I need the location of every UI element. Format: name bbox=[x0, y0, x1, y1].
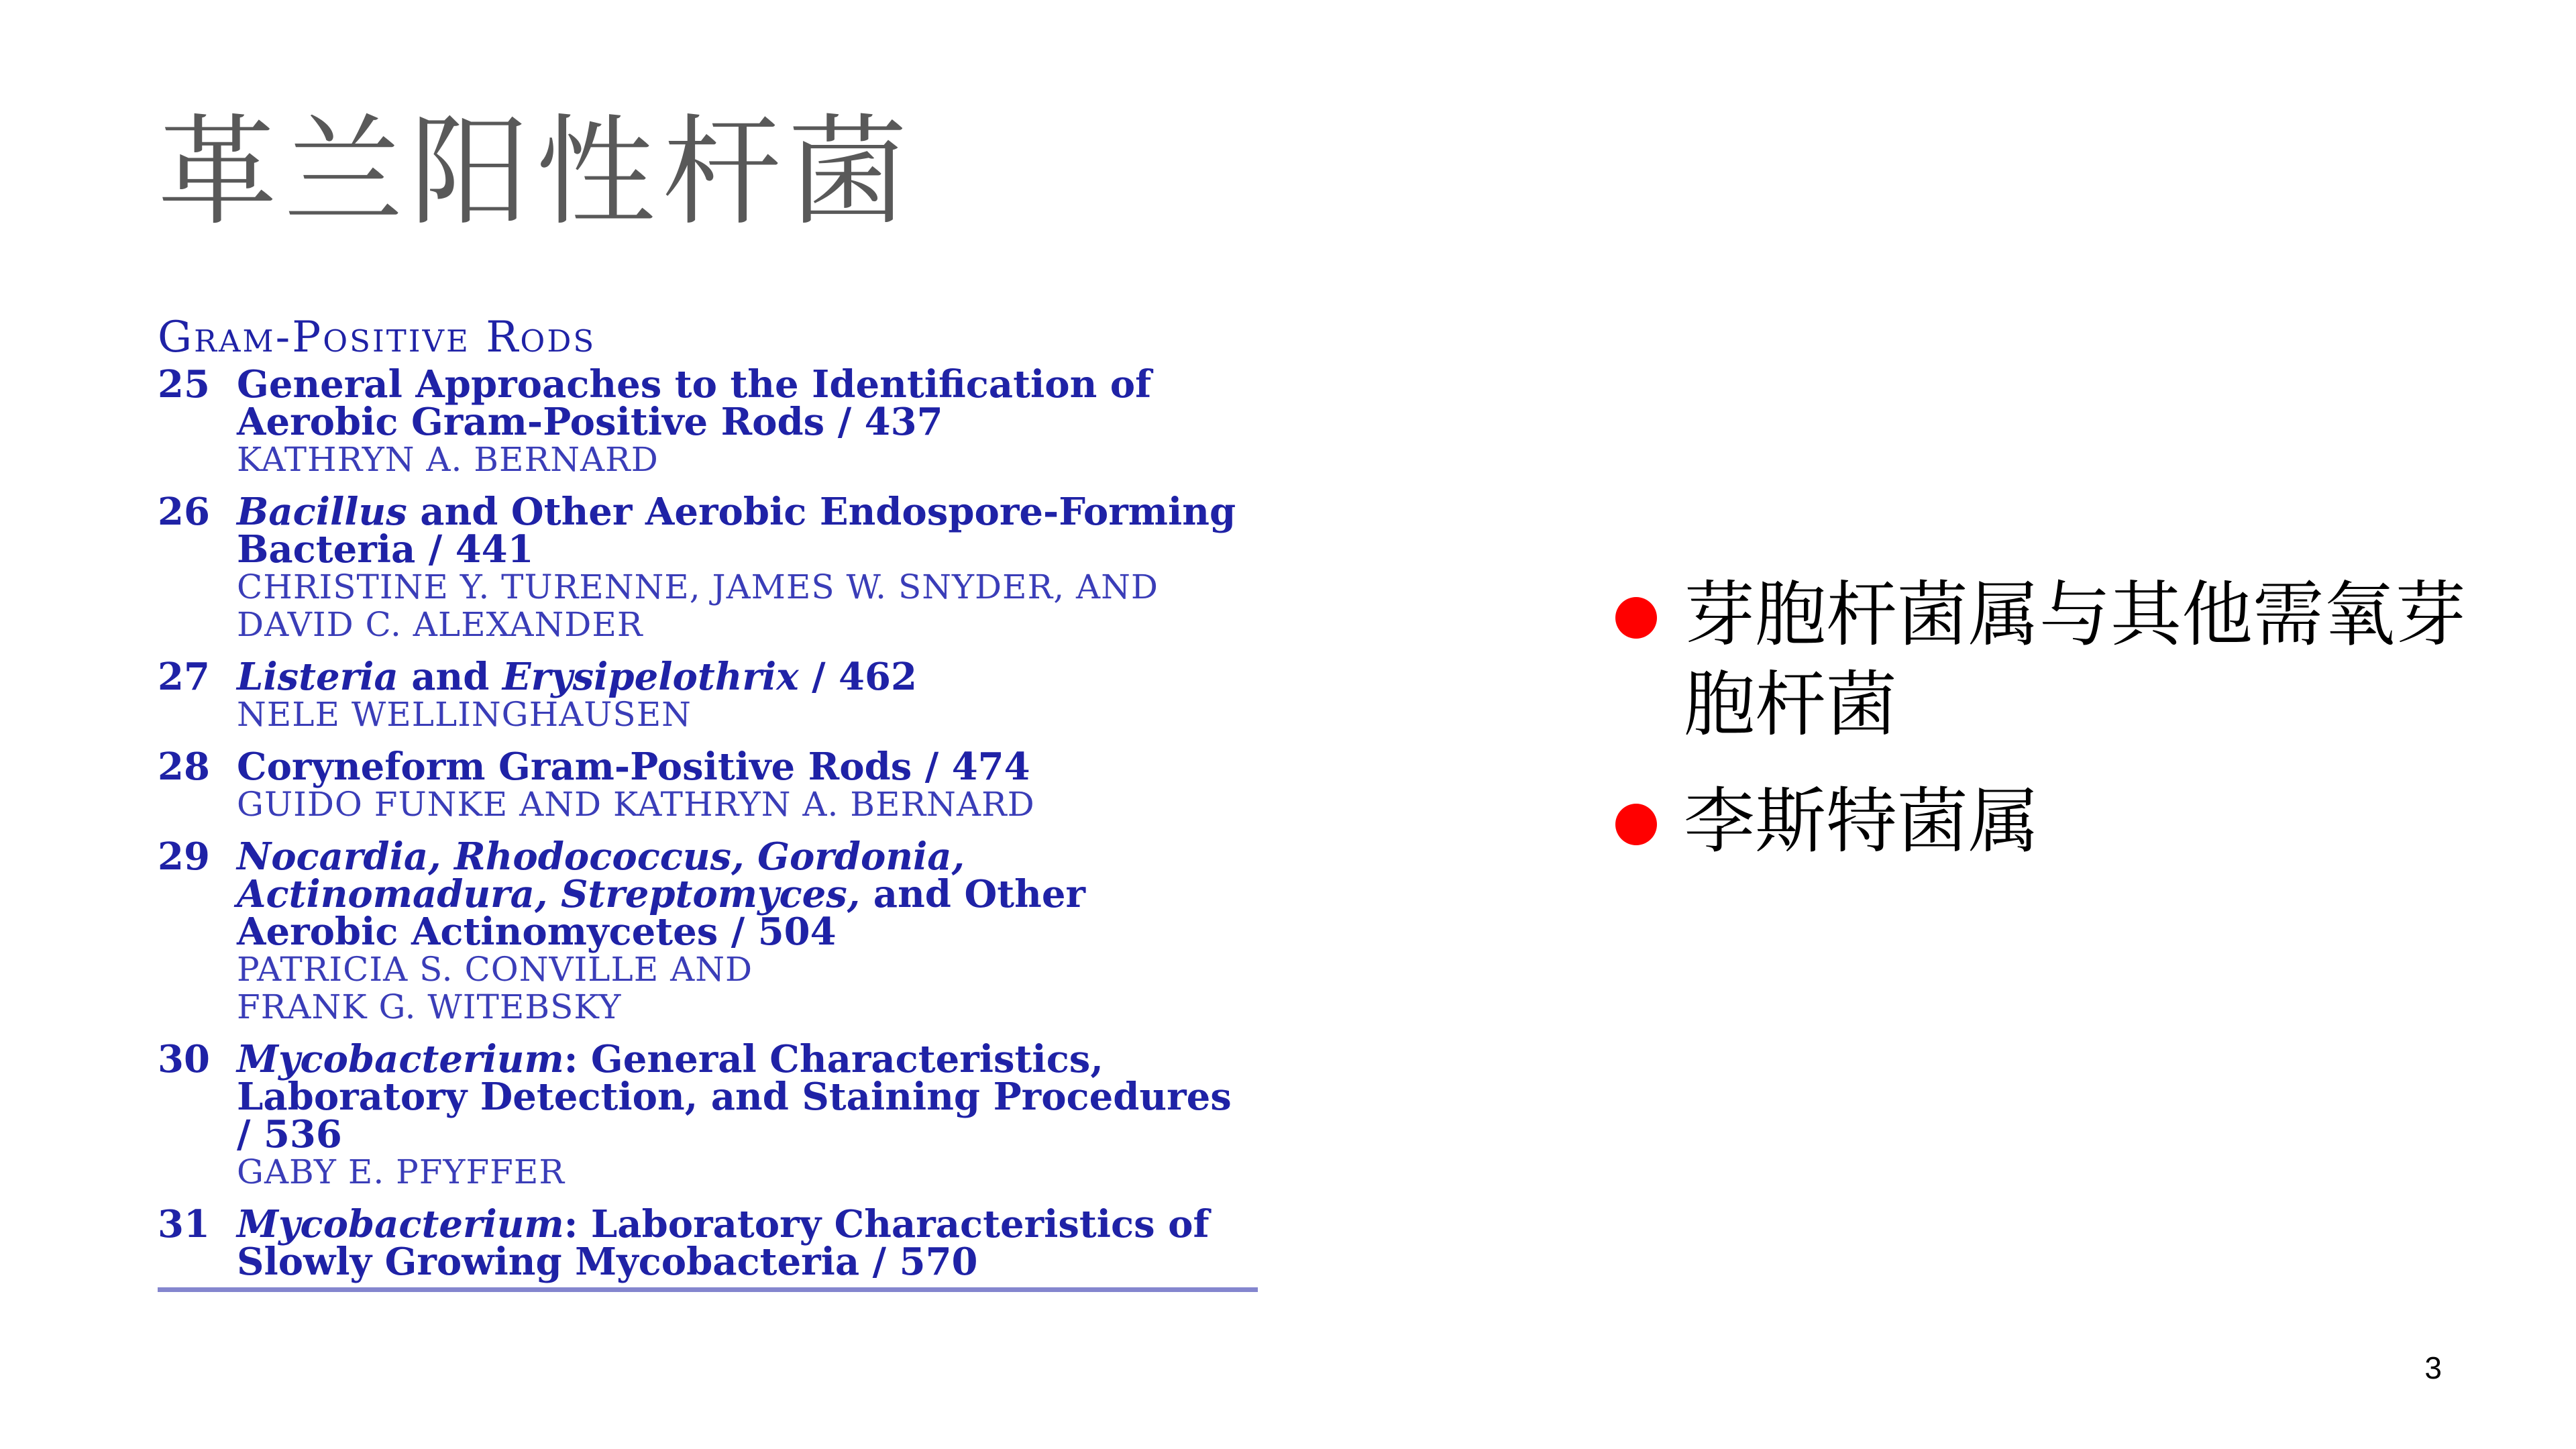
toc-entry-number: 29 bbox=[158, 835, 210, 879]
toc-entry-authors: DAVID C. ALEXANDER bbox=[237, 605, 643, 645]
toc-entry-authors: FRANK G. WITEBSKY bbox=[237, 987, 622, 1027]
toc-entry-number: 30 bbox=[158, 1037, 210, 1082]
bullet-list bbox=[1610, 570, 2482, 894]
toc-entry-authors: NELE WELLINGHAUSEN bbox=[237, 695, 692, 735]
toc-entry-number: 28 bbox=[158, 745, 210, 790]
toc-title-part: and Other Aerobic Endospore-Forming Bacteria / 441 bbox=[237, 490, 1236, 572]
toc-title-italic-part: Erysipelothrix bbox=[502, 655, 799, 700]
slide-title: 革兰阳性杆菌 bbox=[158, 103, 914, 241]
toc-title-part: and bbox=[398, 655, 502, 700]
toc-entry-title bbox=[237, 1037, 1258, 1157]
toc-entry-authors: GUIDO FUNKE AND KATHRYN A. BERNARD bbox=[237, 785, 1035, 824]
toc-title-italic-part: Nocardia, Rhodococcus, Gordonia, Actinomadura, Streptomyces, bbox=[237, 835, 965, 917]
toc-title-italic-part: Bacillus bbox=[237, 490, 407, 535]
bullet-item bbox=[1610, 777, 2482, 867]
toc-entry-authors: PATRICIA S. CONVILLE AND bbox=[237, 950, 753, 989]
toc-entry-authors: KATHRYN A. BERNARD bbox=[237, 440, 659, 480]
page-number: 3 bbox=[2424, 1350, 2442, 1385]
toc-image bbox=[158, 315, 1258, 1298]
toc-entry bbox=[158, 362, 1258, 480]
toc-entry bbox=[158, 655, 1258, 735]
toc-entry bbox=[158, 745, 1258, 824]
toc-title-part: / 462 bbox=[798, 655, 917, 700]
bullet-dot-icon bbox=[1615, 804, 1657, 845]
toc-title-italic-part: Listeria bbox=[237, 655, 398, 700]
toc-entry-number: 31 bbox=[158, 1202, 210, 1247]
toc-title-part: General Approaches to the Identification of Aerobic Gram-Positive Rods / 437 bbox=[237, 362, 1152, 445]
toc-entry-title bbox=[237, 745, 1258, 790]
toc-title-italic-part: Mycobacterium bbox=[237, 1037, 564, 1082]
toc-entry-title bbox=[237, 362, 1258, 445]
toc-entry-title bbox=[237, 490, 1258, 572]
bullet-item bbox=[1610, 570, 2482, 750]
toc-title-italic-part: Mycobacterium bbox=[237, 1202, 564, 1247]
bullet-text: 李斯特菌属 bbox=[1684, 780, 2039, 863]
toc-entry bbox=[158, 1037, 1258, 1192]
toc-entry-title bbox=[237, 1202, 1258, 1285]
toc-entry-body bbox=[237, 745, 1258, 824]
toc-entry bbox=[158, 835, 1258, 1027]
toc-title-part: Coryneform Gram-Positive Rods / 474 bbox=[237, 745, 1030, 790]
toc-entry-body bbox=[237, 362, 1258, 480]
toc-title-part: and Other Aerobic Actinomycetes / 504 bbox=[237, 872, 1085, 955]
toc-entry-body bbox=[237, 1202, 1258, 1285]
toc-heading: Gram-Positive Rods bbox=[158, 315, 596, 362]
toc-entry-number: 25 bbox=[158, 362, 210, 407]
bullet-dot-icon bbox=[1615, 597, 1657, 639]
bullet-text: 芽胞杆菌属与其他需氧芽胞杆菌 bbox=[1684, 574, 2466, 746]
toc-entry-number: 26 bbox=[158, 490, 210, 535]
toc-entry-body bbox=[237, 490, 1258, 645]
toc-entry-title bbox=[237, 835, 1258, 955]
toc-entry-authors: CHRISTINE Y. TURENNE, JAMES W. SNYDER, AND bbox=[237, 568, 1159, 607]
toc-entry-body bbox=[237, 655, 1258, 735]
toc-entry-body bbox=[237, 835, 1258, 1027]
toc-title-part: : General Characteristics, Laboratory Detection, and Staining Procedures / 536 bbox=[237, 1037, 1232, 1157]
toc-cutoff-line bbox=[158, 1287, 1258, 1298]
toc-entry-body bbox=[237, 1037, 1258, 1192]
toc-entry bbox=[158, 490, 1258, 645]
toc-entry-authors: GABY E. PFYFFER bbox=[237, 1152, 565, 1192]
toc-entry-title bbox=[237, 655, 1258, 700]
toc-entry bbox=[158, 1202, 1258, 1285]
toc-entry-number: 27 bbox=[158, 655, 210, 700]
toc-entry-list bbox=[158, 362, 1258, 1285]
toc-title-part: : Laboratory Characteristics of Slowly Growing Mycobacteria / 570 bbox=[237, 1202, 1210, 1285]
